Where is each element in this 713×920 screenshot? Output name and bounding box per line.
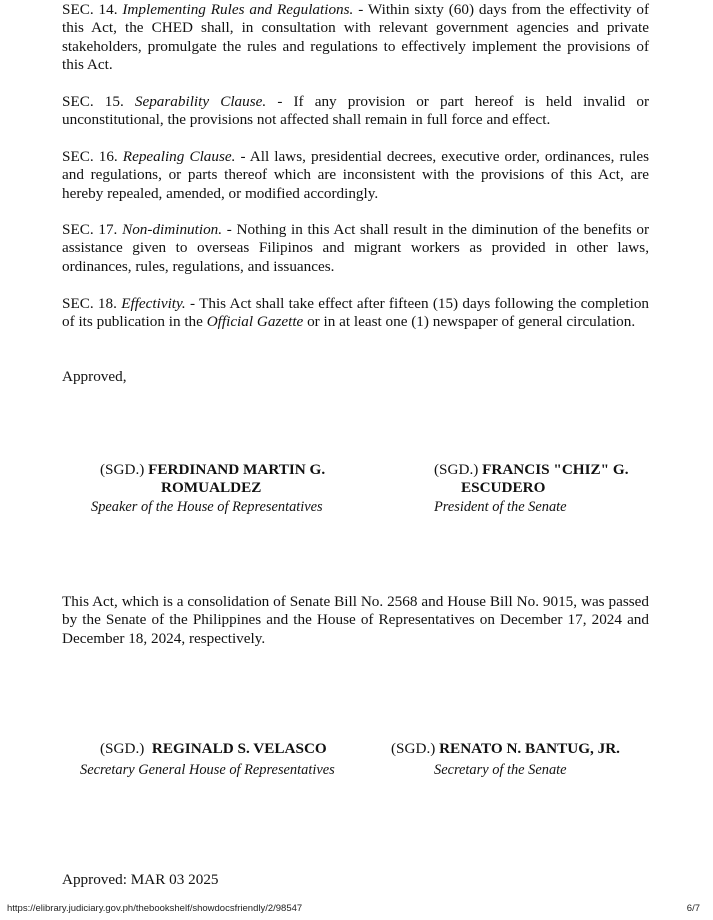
- section-18: [62, 295, 649, 332]
- signatory-role: Secretary of the Senate: [434, 762, 567, 778]
- signatory-name: REGINALD S. VELASCO: [151, 740, 327, 757]
- section-body: - Within sixty (60) days from the effectivity of this Act, the CHED shall, in consultation with relevant government agencies and private stakeholders, promulgate the rules and regulations to effectively implement the provisions of this Act.: [62, 1, 650, 74]
- signatory-name-line2: [100, 479, 325, 497]
- signatory-name-line1: [100, 461, 325, 479]
- sgd-prefix: (SGD.): [100, 461, 145, 478]
- signatory-name-line1: [434, 461, 629, 479]
- footer-page-number: 6/7: [686, 903, 700, 914]
- section-title: Effectivity.: [121, 295, 186, 312]
- signatory-name: RENATO N. BANTUG, JR.: [439, 740, 620, 757]
- section-body: - This Act shall take effect after fifteen (15) days following the completion of its publication in the: [62, 295, 650, 331]
- section-body: - If any provision or part hereof is held invalid or unconstitutional, the provisions not affected shall remain in full force and effect.: [62, 93, 650, 129]
- section-title: Separability Clause.: [134, 93, 267, 110]
- signatory-name-cont: ESCUDERO: [461, 479, 546, 497]
- signatory-name: FERDINAND MARTIN G.: [148, 461, 326, 478]
- section-title: Non-diminution.: [122, 221, 223, 238]
- approved-label: Approved,: [62, 368, 127, 385]
- section-number: SEC. 16.: [62, 148, 118, 165]
- signatory-role: Speaker of the House of Representatives: [91, 499, 323, 515]
- section-title: Implementing Rules and Regulations.: [122, 1, 354, 18]
- official-gazette: Official Gazette: [206, 313, 304, 331]
- sgd-prefix: (SGD.): [100, 740, 145, 757]
- signatory-senate-president: [434, 461, 629, 498]
- signatory-name-line2: [434, 479, 629, 497]
- section-16: [62, 148, 649, 203]
- signatory-name-cont: ROMUALDEZ: [161, 479, 262, 497]
- section-title: Repealing Clause.: [122, 148, 236, 165]
- signatory-name: FRANCIS "CHIZ" G.: [482, 461, 629, 478]
- section-body: - Nothing in this Act shall result in the diminution of the benefits or assistance given to overseas Filipinos and migrant workers as provided in other laws, ordinances, rules, regulations, and issuances.: [62, 221, 650, 275]
- signatory-secretary-general: [100, 740, 327, 758]
- section-number: SEC. 14.: [62, 1, 118, 18]
- signatory-senate-secretary: [391, 740, 620, 758]
- section-14: [62, 1, 649, 75]
- sgd-prefix: (SGD.): [434, 461, 479, 478]
- footer-url[interactable]: https://elibrary.judiciary.gov.ph/thebookshelf/showdocsfriendly/2/98547: [7, 903, 303, 914]
- signatory-role: President of the Senate: [434, 499, 567, 515]
- section-number: SEC. 18.: [62, 295, 117, 312]
- sgd-prefix: (SGD.): [391, 740, 436, 757]
- approved-date: Approved: MAR 03 2025: [62, 871, 219, 888]
- section-number: SEC. 17.: [62, 221, 118, 238]
- signatory-speaker: [100, 461, 325, 498]
- section-body-cont: or in at least one (1) newspaper of general circulation.: [307, 313, 636, 331]
- signatory-role: Secretary General House of Representatives: [80, 762, 335, 778]
- section-15: [62, 93, 649, 130]
- consolidation-note: This Act, which is a consolidation of Senate Bill No. 2568 and House Bill No. 9015, was passed by the Senate of the Philippines and the House of Representatives on December 17, 2024 and December 18, 2024, respectively.: [62, 593, 649, 647]
- section-17: [62, 221, 649, 276]
- section-number: SEC. 15.: [62, 93, 124, 110]
- section-body: - All laws, presidential decrees, executive order, ordinances, rules and regulations, or parts thereof which are inconsistent with the provisions of this Act, are hereby repealed, amended, or modified accordingly.: [62, 148, 650, 202]
